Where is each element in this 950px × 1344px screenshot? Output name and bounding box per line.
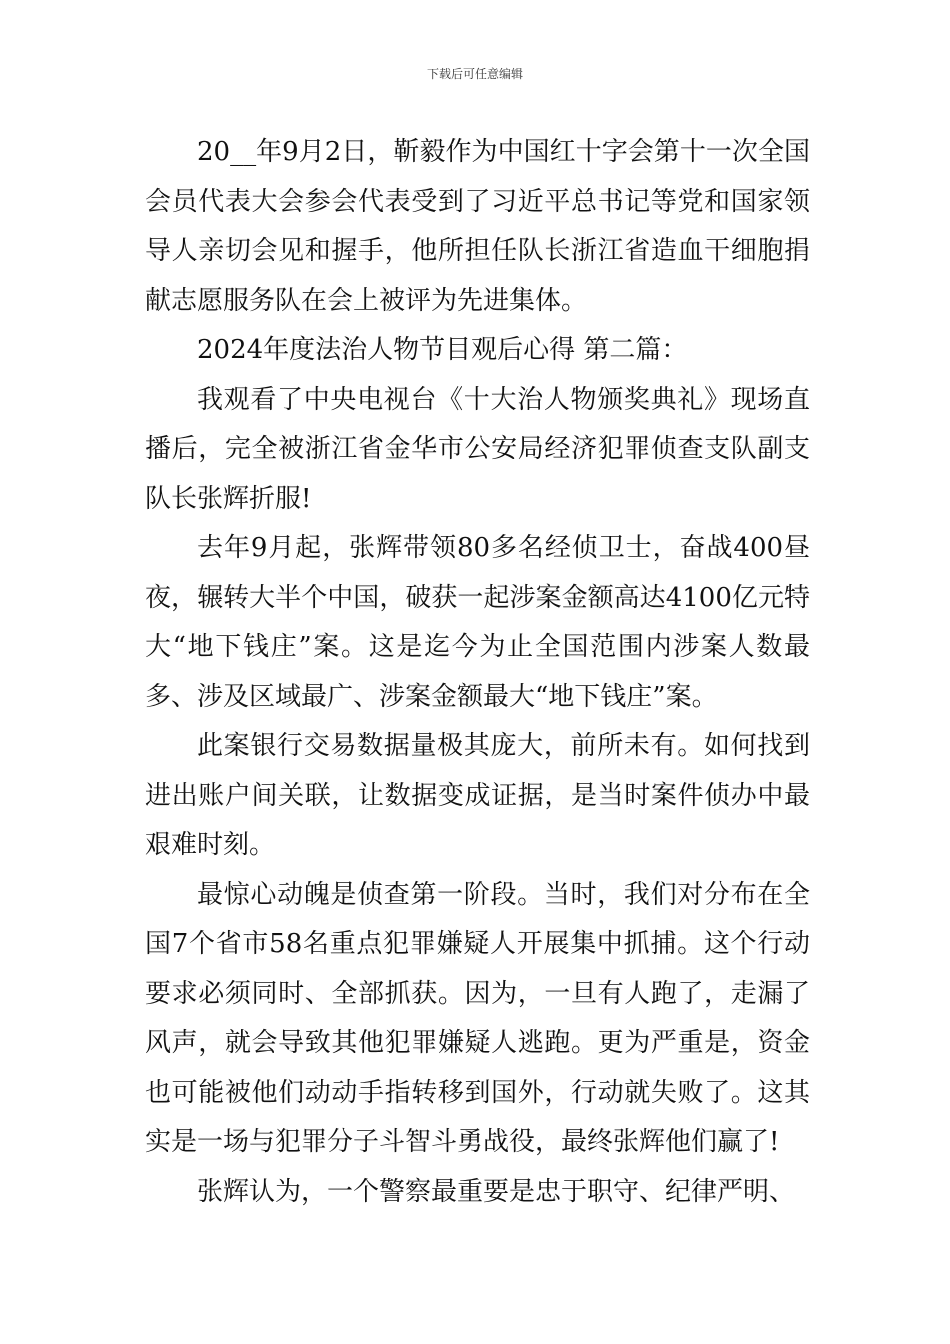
- page-header: 下载后可任意编辑: [426, 67, 523, 81]
- paragraph-5: 最惊心动魄是侦查第一阶段。当时，我们对分布在全国7个省市58名重点犯罪嫌疑人开展集中抓捕。这个行动要求必须同时、全部抓获。因为，一旦有人跑了，走漏了风声，就会导致其他犯罪嫌疑人逃跑。更为严重是，资金也可能被他们动动手指转移到国外，行动就失败了。这其实是一场与犯罪分子斗智斗勇战役，最终张辉他们赢了!: [145, 879, 810, 1157]
- paragraph-3: 去年9月起，张辉带领80多名经侦卫士，奋战400昼夜，辗转大半个中国，破获一起涉案金额高达4100亿元特大“地下钱庄”案。这是迄今为止全国范围内涉案人数最多、涉及区域最广、涉案金额最大“地下钱庄”案。: [145, 533, 810, 712]
- paragraph-1: 20__年9月2日，靳毅作为中国红十字会第十一次全国会员代表大会参会代表受到了习近平总书记等党和国家领导人亲切会见和握手，他所担任队长浙江省造血干细胞捐献志愿服务队在会上被评为先进集体。: [145, 137, 810, 316]
- paragraph-4: 此案银行交易数据量极其庞大，前所未有。如何找到进出账户间关联，让数据变成证据，是当时案件侦办中最艰难时刻。: [145, 731, 810, 860]
- paragraph-6: 张辉认为，一个警察最重要是忠于职守、纪律严明、: [197, 1176, 796, 1207]
- section-heading: 2024年度法治人物节目观后心得 第二篇：: [197, 335, 688, 365]
- paragraph-2: 我观看了中央电视台《十大治人物颁奖典礼》现场直播后，完全被浙江省金华市公安局经济犯罪侦查支队副支队长张辉折服!: [145, 384, 810, 514]
- document-body: [145, 128, 810, 1217]
